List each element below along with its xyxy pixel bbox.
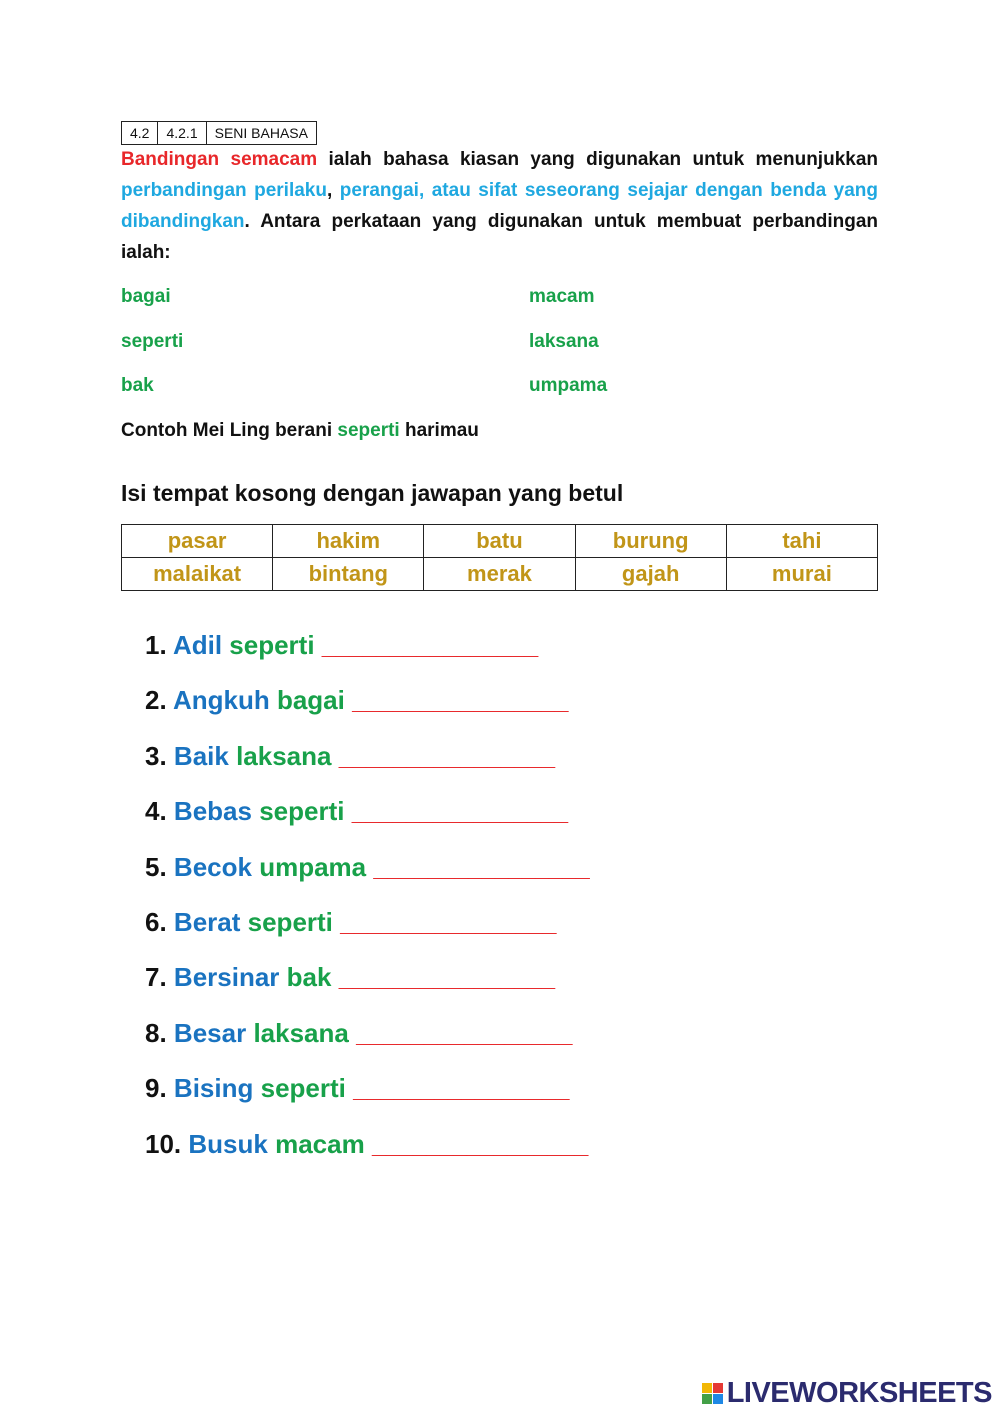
question-number: 10.	[145, 1128, 182, 1159]
question-number: 2.	[145, 685, 167, 716]
answer-blank[interactable]: ________________	[352, 685, 568, 716]
liveworksheets-logo-icon	[702, 1383, 723, 1404]
question-item	[145, 788, 845, 843]
question-number: 6.	[145, 906, 167, 937]
question-number: 4.	[145, 796, 167, 827]
question-number: 5.	[145, 851, 167, 882]
question-item	[145, 677, 845, 732]
example-suffix: harimau	[399, 420, 479, 441]
comparison-word: bagai	[121, 286, 171, 307]
question-comparison-word: bagai	[276, 685, 345, 716]
question-number: 3.	[145, 740, 167, 771]
question-item	[145, 1065, 845, 1120]
answer-bank-table	[121, 524, 878, 591]
comparison-word: laksana	[529, 330, 599, 352]
answer-option: merak	[424, 558, 575, 591]
answer-option: malaikat	[122, 558, 273, 591]
question-adjective: Bising	[173, 1073, 254, 1104]
question-adjective: Bebas	[173, 796, 252, 827]
question-comparison-word: laksana	[236, 740, 332, 771]
answer-blank[interactable]: ________________	[321, 630, 538, 660]
question-adjective: Busuk	[188, 1128, 268, 1159]
answer-blank[interactable]: ________________	[356, 1017, 572, 1048]
question-adjective: Becok	[173, 851, 252, 882]
question-comparison-word: seperti	[229, 630, 315, 660]
question-comparison-word: macam	[275, 1128, 365, 1159]
question-item	[145, 733, 845, 788]
question-number: 7.	[145, 962, 167, 993]
answer-blank[interactable]: ________________	[353, 1073, 569, 1104]
answer-option: pasar	[122, 525, 273, 558]
question-comparison-word: seperti	[259, 796, 345, 827]
question-item	[145, 954, 845, 1009]
example-word: seperti	[337, 420, 400, 441]
question-number: 8.	[145, 1017, 167, 1048]
question-adjective: Berat	[173, 906, 241, 937]
subtopic-code: 4.2.1	[158, 122, 206, 145]
intro-term: Bandingan semacam	[121, 149, 318, 170]
intro-highlight-2: perangai, atau sifat seseorang sejajar dengan benda yang dibandingkan	[121, 180, 878, 232]
answer-option: hakim	[273, 525, 424, 558]
answer-option: gajah	[575, 558, 726, 591]
answer-option: tahi	[726, 525, 877, 558]
logo-text: LIVEWORKSHEETS	[726, 1376, 992, 1409]
question-comparison-word: bak	[286, 962, 332, 993]
comparison-word: umpama	[529, 375, 608, 396]
example-sentence	[121, 415, 479, 447]
intro-text-2: . Antara perkataan yang digunakan untuk membuat perbandingan ialah:	[121, 211, 878, 263]
answer-option: bintang	[273, 558, 424, 591]
question-item	[145, 899, 845, 954]
answer-blank[interactable]: ________________	[371, 1128, 588, 1159]
example-prefix: Contoh Mei Ling berani	[121, 420, 338, 441]
comparison-word: bak	[121, 375, 154, 396]
intro-text-1: ialah bahasa kiasan yang digunakan untuk menunjukkan	[317, 149, 878, 170]
question-adjective: Besar	[173, 1017, 247, 1048]
question-number: 9.	[145, 1073, 167, 1104]
liveworksheets-logo[interactable]	[702, 1376, 992, 1410]
question-comparison-word: seperti	[247, 906, 333, 937]
question-adjective: Baik	[173, 740, 229, 771]
answer-option: burung	[575, 525, 726, 558]
comparison-word-list	[121, 280, 878, 414]
answer-option: murai	[726, 558, 877, 591]
question-comparison-word: laksana	[253, 1017, 349, 1048]
answer-blank[interactable]: ________________	[338, 740, 555, 771]
answer-blank[interactable]: ________________	[351, 796, 568, 827]
question-adjective: Bersinar	[173, 962, 280, 993]
answer-blank[interactable]: ________________	[338, 962, 555, 993]
topic-title: SENI BAHASA	[206, 122, 316, 145]
intro-highlight-1: perbandingan perilaku	[121, 180, 327, 201]
answer-option: batu	[424, 525, 575, 558]
question-adjective: Adil	[172, 630, 223, 660]
comparison-word: seperti	[121, 330, 184, 352]
question-item	[145, 1121, 845, 1176]
instruction-heading: Isi tempat kosong dengan jawapan yang betul	[121, 480, 624, 506]
topic-code: 4.2	[122, 122, 158, 145]
question-comparison-word: umpama	[259, 851, 367, 882]
question-number: 1.	[145, 630, 167, 660]
answer-blank[interactable]: ________________	[373, 851, 589, 882]
answer-bank-row	[122, 558, 878, 591]
topic-code-table	[121, 121, 317, 145]
question-adjective: Angkuh	[172, 685, 270, 716]
question-list	[145, 622, 845, 1176]
intro-paragraph	[121, 144, 878, 268]
answer-blank[interactable]: ________________	[340, 906, 556, 937]
comparison-word: macam	[529, 286, 595, 307]
intro-comma: ,	[326, 180, 340, 201]
question-item	[145, 622, 845, 677]
answer-bank-row	[122, 525, 878, 558]
question-item	[145, 1010, 845, 1065]
question-item	[145, 844, 845, 899]
question-comparison-word: seperti	[260, 1073, 346, 1104]
